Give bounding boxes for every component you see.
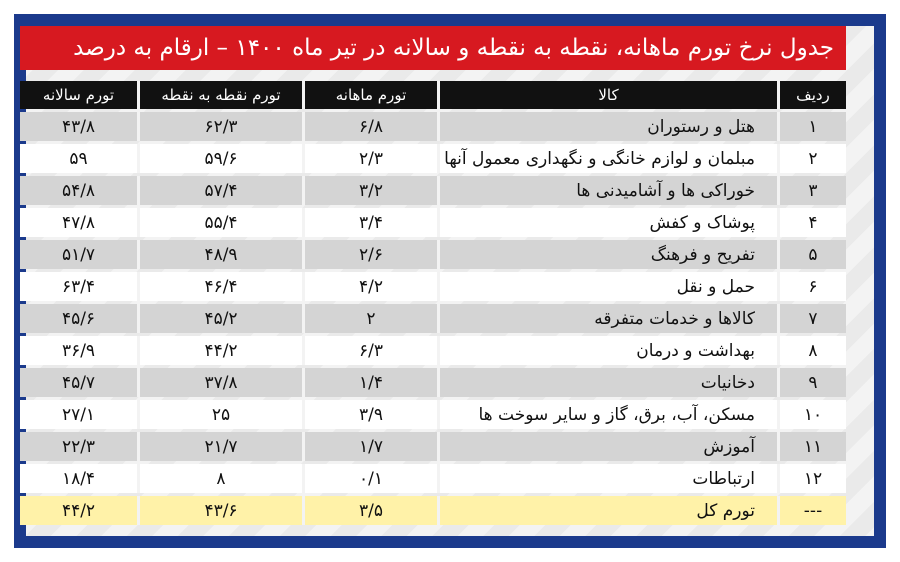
cell-row-number: ۳ [780, 176, 846, 205]
table-row [20, 176, 846, 205]
header-point-to-point: تورم نقطه به نقطه [140, 81, 305, 109]
cell-row-number: ۱ [780, 112, 846, 141]
cell-monthly: ۶/۸ [305, 112, 440, 141]
cell-annual: ۱۸/۴ [20, 464, 140, 493]
table-row [20, 112, 846, 141]
cell-good: تفریح و فرهنگ [440, 240, 780, 269]
cell-good: ارتباطات [440, 464, 780, 493]
cell-annual: ۴۷/۸ [20, 208, 140, 237]
cell-monthly: ۳/۹ [305, 400, 440, 429]
cell-point-to-point: ۴۴/۲ [140, 336, 305, 365]
cell-annual: ۳۶/۹ [20, 336, 140, 365]
cell-point-to-point: ۴۶/۴ [140, 272, 305, 301]
cell-row-number: ۱۱ [780, 432, 846, 461]
cell-annual: ۵۴/۸ [20, 176, 140, 205]
cell-good: خوراکی ها و آشامیدنی ها [440, 176, 780, 205]
cell-good: پوشاک و کفش [440, 208, 780, 237]
cell-point-to-point: ۵۹/۶ [140, 144, 305, 173]
cell-good: حمل و نقل [440, 272, 780, 301]
cell-row-number: ۸ [780, 336, 846, 365]
cell-annual: ۵۱/۷ [20, 240, 140, 269]
cell-row-number: ۷ [780, 304, 846, 333]
header-annual: تورم سالانه [20, 81, 140, 109]
table-row [20, 144, 846, 173]
cell-monthly: ۳/۲ [305, 176, 440, 205]
header-monthly: تورم ماهانه [305, 81, 440, 109]
table-row [20, 272, 846, 301]
cell-point-to-point: ۵۵/۴ [140, 208, 305, 237]
table-title: جدول نرخ تورم ماهانه، نقطه به نقطه و سالانه در تیر ماه ۱۴۰۰ – ارقام به درصد [20, 26, 846, 70]
cell-annual: ۴۳/۸ [20, 112, 140, 141]
cell-monthly: ۲/۶ [305, 240, 440, 269]
cell-point-to-point: ۸ [140, 464, 305, 493]
header-row-number: ردیف [780, 81, 846, 109]
cell-monthly: ۱/۷ [305, 432, 440, 461]
cell-good: هتل و رستوران [440, 112, 780, 141]
cell-annual: ۵۹ [20, 144, 140, 173]
cell-annual: ۴۴/۲ [20, 496, 140, 525]
cell-row-number: ۱۲ [780, 464, 846, 493]
cell-row-number: ۹ [780, 368, 846, 397]
cell-monthly: ۶/۳ [305, 336, 440, 365]
cell-annual: ۶۳/۴ [20, 272, 140, 301]
cell-monthly: ۴/۲ [305, 272, 440, 301]
table-header-row [20, 81, 846, 109]
table-row [20, 464, 846, 493]
table-row [20, 432, 846, 461]
cell-row-number: --- [780, 496, 846, 525]
table-row [20, 336, 846, 365]
cell-monthly: ۱/۴ [305, 368, 440, 397]
cell-point-to-point: ۵۷/۴ [140, 176, 305, 205]
cell-good: کالاها و خدمات متفرقه [440, 304, 780, 333]
cell-good: مسکن، آب، برق، گاز و سایر سوخت ها [440, 400, 780, 429]
cell-point-to-point: ۴۵/۲ [140, 304, 305, 333]
cell-row-number: ۶ [780, 272, 846, 301]
cell-point-to-point: ۲۵ [140, 400, 305, 429]
cell-monthly: ۲/۳ [305, 144, 440, 173]
cell-monthly: ۲ [305, 304, 440, 333]
cell-point-to-point: ۶۲/۳ [140, 112, 305, 141]
cell-good: تورم کل [440, 496, 780, 525]
inflation-table [20, 78, 846, 528]
table-row [20, 400, 846, 429]
cell-point-to-point: ۲۱/۷ [140, 432, 305, 461]
cell-row-number: ۲ [780, 144, 846, 173]
header-good: کالا [440, 81, 780, 109]
cell-monthly: ۰/۱ [305, 464, 440, 493]
cell-row-number: ۴ [780, 208, 846, 237]
cell-annual: ۴۵/۷ [20, 368, 140, 397]
table-row [20, 368, 846, 397]
cell-row-number: ۵ [780, 240, 846, 269]
cell-point-to-point: ۴۳/۶ [140, 496, 305, 525]
total-row [20, 496, 846, 525]
cell-monthly: ۳/۵ [305, 496, 440, 525]
cell-annual: ۴۵/۶ [20, 304, 140, 333]
table-row [20, 240, 846, 269]
cell-annual: ۲۲/۳ [20, 432, 140, 461]
cell-row-number: ۱۰ [780, 400, 846, 429]
cell-good: آموزش [440, 432, 780, 461]
table-row [20, 304, 846, 333]
cell-good: دخانیات [440, 368, 780, 397]
cell-good: مبلمان و لوازم خانگی و نگهداری معمول آنها [440, 144, 780, 173]
table-row [20, 208, 846, 237]
cell-point-to-point: ۴۸/۹ [140, 240, 305, 269]
cell-monthly: ۳/۴ [305, 208, 440, 237]
cell-good: بهداشت و درمان [440, 336, 780, 365]
cell-point-to-point: ۳۷/۸ [140, 368, 305, 397]
cell-annual: ۲۷/۱ [20, 400, 140, 429]
